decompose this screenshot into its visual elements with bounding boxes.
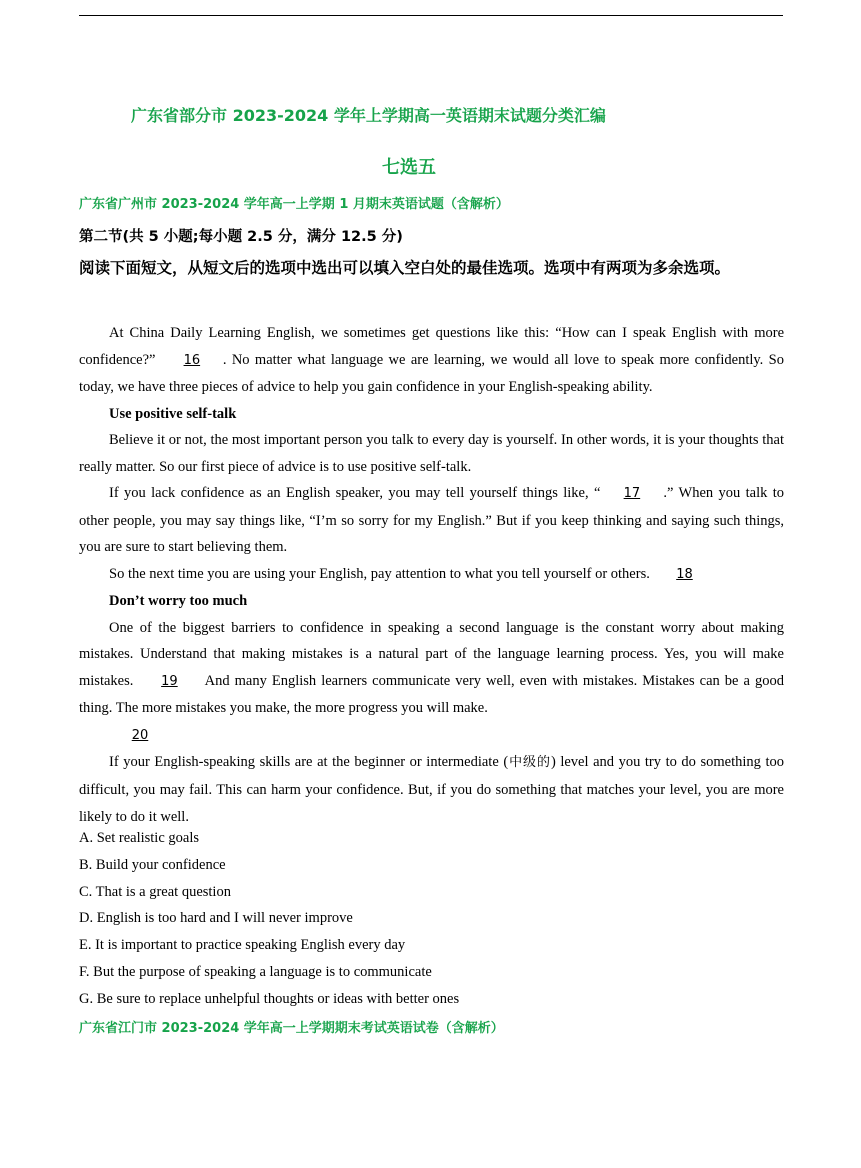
blank-17: 17	[623, 486, 641, 501]
answer-options	[79, 825, 459, 1013]
passage-paragraph-4: So the next time you are using your English, pay attention to what you tell yourself or others. 18	[79, 561, 784, 589]
option-g: G. Be sure to replace unhelpful thoughts or ideas with better ones	[79, 990, 460, 1007]
option-d: D. English is too hard and I will never improve	[79, 910, 353, 927]
subheading-dont-worry: Don’t worry too much	[109, 593, 248, 609]
passage-paragraph-1: At China Daily Learning English, we sometimes get questions like this: “How can I speak English with more confidence?” 16 . No matter what language we are learning, we would all love to speak more confidently. So today, we have three pieces of advice to help you gain confidence in your English-speaking ability.	[79, 325, 784, 395]
passage-paragraph-5: One of the biggest barriers to confidence in speaking a second language is the constant worry about making mistakes. Understand that making mistakes is a natural part of the language learning process. Yes, you will make mistakes. 19 And many English learners communicate very well, even with mistakes. Mistakes can be a good thing. The more mistakes you make, the more progress you will make.	[79, 619, 784, 716]
part-heading: 第二节(共 5 小题;每小题 2.5 分，满分 12.5 分)	[79, 229, 403, 245]
passage-paragraph-3: If you lack confidence as an English speaker, you may tell yourself things like, “ 17 .” When you talk to other people, you may say things like, “I’m so sorry for my English.” But if you keep thinking and saying such things, you are sure to start believing them.	[79, 480, 784, 561]
subheading-positive-self-talk: Use positive self-talk	[109, 405, 237, 422]
passage-paragraph-6: If your English-speaking skills are at the beginner or intermediate (中级的) level and you try to do something too difficult, you may fail. This can harm your confidence. But, if you do something that matches your level, you are more likely to do it well.	[79, 754, 784, 825]
document-title: 广东省部分市 2023-2024 学年上学期高一英语期末试题分类汇编	[131, 106, 606, 125]
option-e: E. It is important to practice speaking English every day	[79, 937, 406, 954]
option-b: B. Build your confidence	[79, 856, 226, 873]
option-f: F. But the purpose of speaking a language is to communicate	[79, 963, 432, 980]
source-heading-jiangmen: 广东省江门市 2023-2024 学年高一上学期期末考试英语试卷（含解析）	[79, 1021, 504, 1036]
header-rule	[79, 15, 783, 16]
blank-18: 18	[676, 566, 693, 582]
passage	[79, 320, 784, 832]
blank-20: 20	[131, 727, 149, 743]
instructions: 阅读下面短文，从短文后的选项中选出可以填入空白处的最佳选项。选项中有两项为多余选项。	[79, 259, 731, 277]
section-title: 七选五	[382, 157, 436, 178]
blank-16: 16	[183, 352, 201, 368]
passage-paragraph-blank-20	[79, 722, 784, 750]
passage-paragraph-2: Believe it or not, the most important person you talk to every day is yourself. In other words, it is your thoughts that really matter. So our first piece of advice is to use positive self-talk.	[79, 432, 784, 475]
source-heading-guangzhou: 广东省广州市 2023-2024 学年高一上学期 1 月期末英语试题（含解析）	[79, 197, 509, 212]
option-c: C. That is a great question	[79, 883, 231, 900]
blank-19: 19	[161, 673, 178, 689]
option-a: A. Set realistic goals	[79, 830, 200, 846]
